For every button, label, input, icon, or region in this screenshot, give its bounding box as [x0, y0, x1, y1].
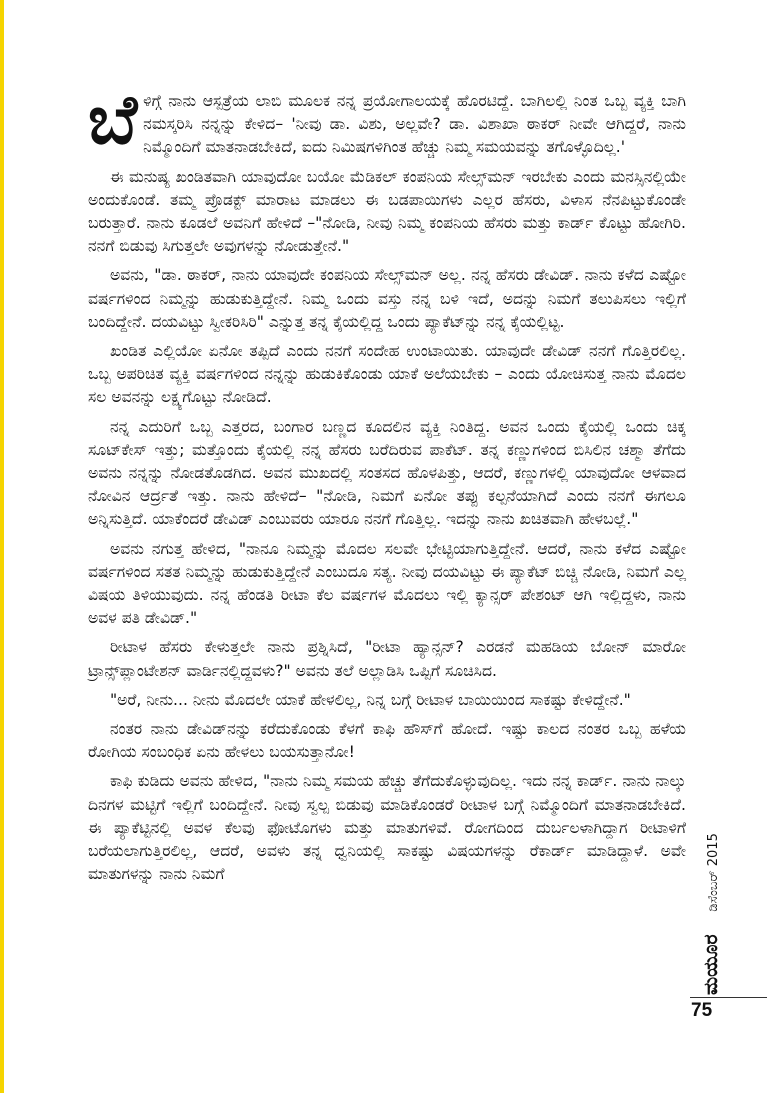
opening-paragraph-text: ಳಿಗ್ಗೆ ನಾನು ಆಸ್ಪತ್ರೆಯ ಲಾಬಿ ಮೂಲಕ ನನ್ನ ಪ್ರಯೋಗಾಲಯಕ್ಕೆ ಹೊರಟಿದ್ದೆ. ಬಾಗಿಲಲ್ಲಿ ನಿಂತ ಒಬ್ಬ ವ್ಯಕ್ತಿ ಬಾಗಿ ನಮಸ್ಕರಿಸಿ ನನ್ನನ್ನು ಕೇಳಿದ– 'ನೀವು ಡಾ. ವಿಶು, ಅಲ್ಲವೇ? ಡಾ. ವಿಶಾಖಾ ಠಾಕರ್ ನೀವೇ ಆಗಿದ್ದರೆ, ನಾನು ನಿಮ್ಮೊಂದಿಗೆ ಮಾತನಾಡಬೇಕಿದೆ, ಐದು ನಿಮಿಷಗಳಿಗಿಂತ ಹೆಚ್ಚು ನಿಮ್ಮ ಸಮಯವನ್ನು ತಗೊಳ್ಳೊದಿಲ್ಲ.': [143, 92, 686, 157]
drop-cap: ಬೆ: [88, 80, 138, 160]
issue-date: ಡಿಸೆಂಬರ್ 2015: [706, 833, 721, 912]
page-number-rule: [690, 997, 767, 998]
opening-paragraph: [88, 80, 686, 160]
article-body: [88, 80, 686, 893]
paragraph-4: ಖಂಡಿತ ಎಲ್ಲಿಯೋ ಏನೋ ತಪ್ಪಿದೆ ಎಂದು ನನಗೆ ಸಂದೇಹ ಉಂಟಾಯಿತು. ಯಾವುದೇ ಡೇವಿಡ್ ನನಗೆ ಗೊತ್ತಿರಲಿಲ್ಲ. ಒಬ್ಬ ಅಪರಿಚಿತ ವ್ಯಕ್ತಿ ವರ್ಷಗಳಿಂದ ನನ್ನನ್ನು ಹುಡುಕಿಕೊಂಡು ಯಾಕೆ ಅಲೆಯಬೇಕು – ಎಂದು ಯೋಚಿಸುತ್ತ ನಾನು ಮೊದಲ ಸಲ ಅವನನ್ನು ಲಕ್ಷ್ಯಗೊಟ್ಟು ನೋಡಿದೆ.: [88, 342, 686, 407]
page-edge-stripe: [0, 0, 4, 1093]
paragraph-6: ಅವನು ನಗುತ್ತ ಹೇಳಿದ, "ನಾನೂ ನಿಮ್ಮನ್ನು ಮೊದಲ ಸಲವೇ ಭೇಟ್ಟಿಯಾಗುತ್ತಿದ್ದೇನೆ. ಆದರೆ, ನಾನು ಕಳೆದ ಎಷ್ಟೋ ವರ್ಷಗಳಿಂದ ಸತತ ನಿಮ್ಮನ್ನು ಹುಡುಕುತ್ತಿದ್ದೇನೆ ಎಂಬುದೂ ಸತ್ಯ. ನೀವು ದಯವಿಟ್ಟು ಈ ಪ್ಯಾಕೆಟ್ ಬಿಚ್ಚಿ ನೋಡಿ, ನಿಮಗೆ ಎಲ್ಲ ವಿಷಯ ತಿಳಿಯುವುದು. ನನ್ನ ಹೆಂಡತಿ ರೀಟಾ ಕೆಲ ವರ್ಷಗಳ ಮೊದಲು ಇಲ್ಲಿ ಕ್ಯಾನ್ಸರ್ ಪೇಶಂಟ್ ಆಗಿ ಇಲ್ಲಿದ್ದಳು, ನಾನು ಅವಳ ಪತಿ ಡೇವಿಡ್.": [88, 539, 686, 628]
page-number: 75: [691, 1000, 713, 1021]
paragraph-9: ನಂತರ ನಾನು ಡೇವಿಡ್‌ನನ್ನು ಕರೆದುಕೊಂಡು ಕೆಳಗೆ ಕಾಫಿ ಹೌಸ್‌ಗೆ ಹೋದೆ. ಇಷ್ಟು ಕಾಲದ ನಂತರ ಒಬ್ಬ ಹಳೆಯ ರೋಗಿಯ ಸಂಬಂಧಿಕ ಏನು ಹೇಳಲು ಬಯಸುತ್ತಾನೋ!: [88, 720, 686, 762]
paragraph-10: ಕಾಫಿ ಕುಡಿದು ಅವನು ಹೇಳಿದ, "ನಾನು ನಿಮ್ಮ ಸಮಯ ಹೆಚ್ಚು ತೆಗೆದುಕೊಳ್ಳುವುದಿಲ್ಲ. ಇದು ನನ್ನ ಕಾರ್ಡ್. ನಾನು ನಾಲ್ಕು ದಿನಗಳ ಮಟ್ಟಿಗೆ ಇಲ್ಲಿಗೆ ಬಂದಿದ್ದೇನೆ. ನೀವು ಸ್ವಲ್ಪ ಬಿಡುವು ಮಾಡಿಕೊಂಡರೆ ರೀಟಾಳ ಬಗ್ಗೆ ನಿಮ್ಮೊಂದಿಗೆ ಮಾತನಾಡಬೇಕಿದೆ. ಈ ಪ್ಯಾಕೆಟ್ಟಿನಲ್ಲಿ ಅವಳ ಕೆಲವು ಫೋಟೊಗಳು ಮತ್ತು ಮಾತುಗಳಿವೆ. ರೋಗದಿಂದ ದುರ್ಬಲಳಾಗಿದ್ದಾಗ ರೀಟಾಳಿಗೆ ಬರೆಯಲಾಗುತ್ತಿರಲಿಲ್ಲ, ಆದರೆ, ಅವಳು ತನ್ನ ಧ್ವನಿಯಲ್ಲಿ ಸಾಕಷ್ಟು ವಿಷಯಗಳನ್ನು ರೆಕಾರ್ಡ್ ಮಾಡಿದ್ದಾಳೆ. ಅವೇ ಮಾತುಗಳನ್ನು ನಾನು ನಿಮಗೆ: [88, 772, 686, 884]
paragraph-2: ಈ ಮನುಷ್ಯ ಖಂಡಿತವಾಗಿ ಯಾವುದೋ ಬಯೋ ಮೆಡಿಕಲ್ ಕಂಪನಿಯ ಸೇಲ್ಸ್‌ಮನ್ ಇರಬೇಕು ಎಂದು ಮನಸ್ಸಿನಲ್ಲಿಯೇ ಅಂದುಕೊಂಡೆ. ತಮ್ಮ ಪ್ರೊಡಕ್ಟ್ ಮಾರಾಟ ಮಾಡಲು ಈ ಬಡಪಾಯಿಗಳು ಎಲ್ಲರ ಹೆಸರು, ವಿಳಾಸ ನೆನಪಿಟ್ಟುಕೊಂಡೇ ಬರುತ್ತಾರೆ. ನಾನು ಕೂಡಲೆ ಅವನಿಗೆ ಹೇಳಿದೆ –"ನೋಡಿ, ನೀವು ನಿಮ್ಮ ಕಂಪನಿಯ ಹೆಸರು ಮತ್ತು ಕಾರ್ಡ್ ಕೊಟ್ಟು ಹೋಗಿರಿ. ನನಗೆ ಬಿಡುವು ಸಿಗುತ್ತಲೇ ಅವುಗಳನ್ನು ನೋಡುತ್ತೇನೆ.": [88, 167, 686, 256]
paragraph-8: "ಅರೆ, ನೀನು... ನೀನು ಮೊದಲೇ ಯಾಕೆ ಹೇಳಲಿಲ್ಲ, ನಿನ್ನ ಬಗ್ಗೆ ರೀಟಾಳ ಬಾಯಿಯಿಂದ ಸಾಕಷ್ಟು ಕೇಳಿದ್ದೇನೆ.": [110, 690, 631, 709]
paragraph-3: ಅವನು, "ಡಾ. ಠಾಕರ್, ನಾನು ಯಾವುದೇ ಕಂಪನಿಯ ಸೇಲ್ಸ್‌ಮನ್ ಅಲ್ಲ. ನನ್ನ ಹೆಸರು ಡೇವಿಡ್. ನಾನು ಕಳೆದ ಎಷ್ಟೋ ವರ್ಷಗಳಿಂದ ನಿಮ್ಮನ್ನು ಹುಡುಕುತ್ತಿದ್ದೇನೆ. ನಿಮ್ಮ ಒಂದು ವಸ್ತು ನನ್ನ ಬಳಿ ಇದೆ, ಅದನ್ನು ನಿಮಗೆ ತಲುಪಿಸಲು ಇಲ್ಲಿಗೆ ಬಂದಿದ್ದೇನೆ. ದಯವಿಟ್ಟು ಸ್ವೀಕರಿಸಿರಿ" ಎನ್ನುತ್ತ ತನ್ನ ಕೈಯಲ್ಲಿದ್ದ ಒಂದು ಪ್ಯಾಕೆಟ್‌ನ್ನು ನನ್ನ ಕೈಯಲ್ಲಿಟ್ಟ.: [88, 266, 686, 331]
running-footer-vertical: [700, 833, 722, 995]
paragraph-7: ರೀಟಾಳ ಹೆಸರು ಕೇಳುತ್ತಲೇ ನಾನು ಪ್ರಶ್ನಿಸಿದೆ, "ರೀಟಾ ಹ್ಯಾನ್ಸನ್? ಎರಡನೆ ಮಹಡಿಯ ಬೋನ್ ಮಾರೋ ಟ್ರಾನ್ಸ್‌ಪ್ಲಾಂಟೇಶನ್ ವಾರ್ಡಿನಲ್ಲಿದ್ದವಳು?" ಅವನು ತಲೆ ಅಲ್ಲಾಡಿಸಿ ಒಪ್ಪಿಗೆ ಸೂಚಿಸಿದ.: [88, 638, 686, 680]
paragraph-5: ನನ್ನ ಎದುರಿಗೆ ಒಬ್ಬ ಎತ್ತರದ, ಬಂಗಾರ ಬಣ್ಣದ ಕೂದಲಿನ ವ್ಯಕ್ತಿ ನಿಂತಿದ್ದ. ಅವನ ಒಂದು ಕೈಯಲ್ಲಿ ಒಂದು ಚಿಕ್ಕ ಸೂಟ್‌ಕೇಸ್ ಇತ್ತು; ಮತ್ತೊಂದು ಕೈಯಲ್ಲಿ ನನ್ನ ಹೆಸರು ಬರೆದಿರುವ ಪಾಕೆಟ್. ತನ್ನ ಕಣ್ಣುಗಳಿಂದ ಬಿಸಿಲಿನ ಚಶ್ಮಾ ತೆಗೆದು ಅವನು ನನ್ನನ್ನು ನೋಡತೊಡಗಿದ. ಅವನ ಮುಖದಲ್ಲಿ ಸಂತಸದ ಹೊಳಪಿತ್ತು, ಆದರೆ, ಕಣ್ಣುಗಳಲ್ಲಿ ಯಾವುದೋ ಆಳವಾದ ನೋವಿನ ಆರ್ದ್ರತೆ ಇತ್ತು. ನಾನು ಹೇಳಿದೆ– "ನೋಡಿ, ನಿಮಗೆ ಏನೋ ತಪ್ಪು ಕಲ್ಪನೆಯಾಗಿದೆ ಎಂದು ನನಗೆ ಈಗಲೂ ಅನ್ನಿಸುತ್ತಿದೆ. ಯಾಕೆಂದರೆ ಡೇವಿಡ್ ಎಂಬುವರು ಯಾರೂ ನನಗೆ ಗೊತ್ತಿಲ್ಲ. ಇದನ್ನು ನಾನು ಖಚಿತವಾಗಿ ಹೇಳಬಲ್ಲೆ.": [88, 417, 686, 529]
magazine-name: ಮಯೂರ: [700, 934, 722, 995]
